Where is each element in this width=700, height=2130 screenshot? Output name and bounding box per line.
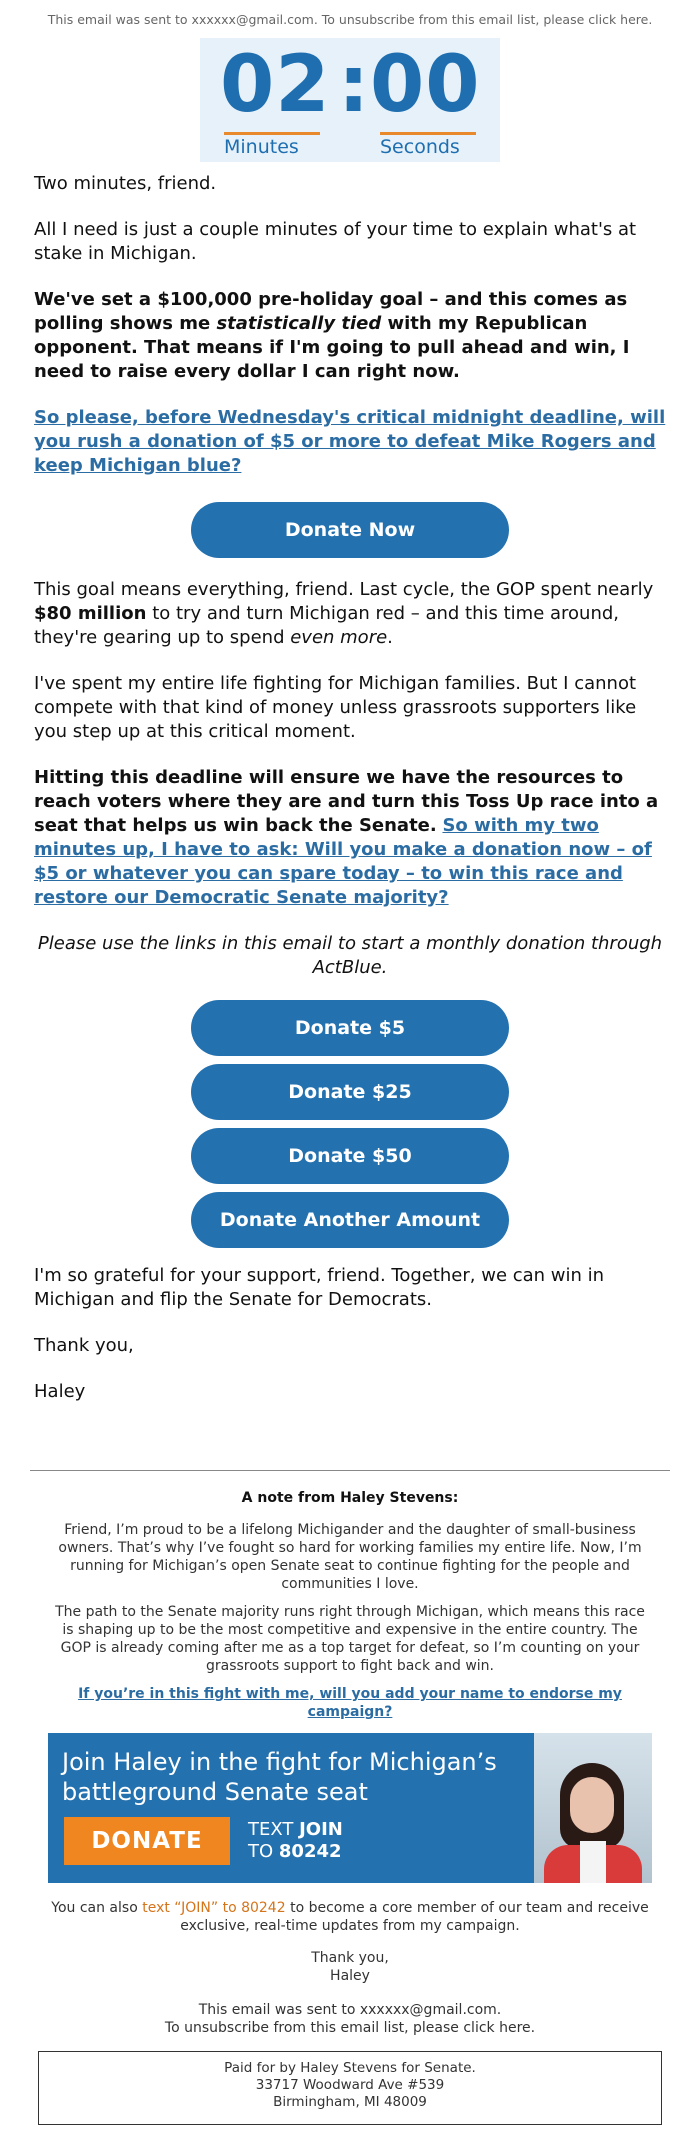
banner-join-keyword: JOIN	[299, 1819, 343, 1840]
timer-seconds: 00	[370, 40, 481, 130]
seconds-underline	[380, 132, 476, 135]
gop-text-c: to try and turn Michigan red – and this time around, they're gearing up to spend	[34, 603, 620, 648]
deadline-bold-text: Hitting this deadline will ensure we have the resources to reach voters where they are and turn this Toss Up race into a seat that helps us win back the Senate.	[34, 767, 659, 836]
minutes-underline	[224, 132, 320, 135]
intro-paragraph: All I need is just a couple minutes of your time to explain what's at stake in Michigan.	[34, 219, 637, 264]
donate-5-button[interactable]: Donate $5	[191, 1000, 509, 1056]
goal-text-b: with my Republican opponent. That means if I'm going to pull ahead and win, I need to raise every dollar I can right now.	[34, 313, 630, 382]
monthly-donation-note: Please use the links in this email to start a monthly donation through ActBlue.	[37, 933, 663, 978]
thank-you-text: Thank you,	[34, 1335, 134, 1356]
note-heading: A note from Haley Stevens:	[241, 1490, 459, 1506]
paid-address-line: 33717 Woodward Ave #539	[255, 2077, 445, 2093]
sms-text-b: to become a core member of our team and receive exclusive, real-time updates from my campaign.	[180, 1900, 649, 1934]
two-minutes-donation-link[interactable]: So with my two minutes up, I have to ask: Will you make a donation now – of $5 or whatever you can spare today – to win this race and restore our Democratic Senate majority?	[34, 815, 652, 908]
donate-another-amount-button[interactable]: Donate Another Amount	[191, 1192, 509, 1248]
note-paragraph-2: The path to the Senate majority runs right through Michigan, which means this race is shaping up to be the most competitive and expensive in the entire country. The GOP is already coming after me as a top target for defeat, so I’m counting on your grassroots support to fight back and win.	[55, 1604, 645, 1674]
grassroots-paragraph: I've spent my entire life fighting for Michigan families. But I cannot compete with that kind of money unless grassroots supporters like you step up at this critical moment.	[34, 673, 637, 742]
gop-text-a: This goal means everything, friend. Last cycle, the GOP spent nearly	[34, 579, 654, 600]
join-banner[interactable]	[48, 1733, 652, 1883]
banner-text-join	[248, 1819, 343, 1863]
banner-to-word: TO	[248, 1841, 279, 1862]
sms-text-a: You can also	[51, 1900, 143, 1916]
timer-colon: :	[338, 40, 371, 130]
footer-thank-you: Thank you,	[311, 1950, 389, 1966]
endorse-link[interactable]: If you’re in this fight with me, will you add your name to endorse my campaign?	[78, 1686, 622, 1720]
goal-text-emphasis: statistically tied	[216, 313, 382, 334]
banner-text-word: TEXT	[248, 1819, 300, 1840]
goal-text-a: We've set a $100,000 pre-holiday goal – and this comes as polling shows me	[34, 289, 628, 334]
paid-city-line: Birmingham, MI 48009	[273, 2094, 427, 2110]
signature: Haley	[34, 1381, 86, 1402]
email-body	[0, 172, 700, 1404]
donate-now-button[interactable]: Donate Now	[191, 502, 509, 558]
top-unsubscribe-notice[interactable]	[0, 0, 700, 30]
note-paragraph-1: Friend, I’m proud to be a lifelong Michigander and the daughter of small-business owners. That’s why I’ve fought so hard for working families my entire life. Now, I’m running for Michigan’s open Senate seat to continue fighting for the people and communities I love.	[58, 1522, 642, 1592]
paid-for-box	[38, 2051, 662, 2125]
footer-signature: Haley	[330, 1968, 370, 1984]
gop-spending-paragraph	[34, 578, 666, 650]
greeting-paragraph: Two minutes, friend.	[34, 173, 217, 194]
minutes-label: Minutes	[224, 136, 299, 158]
deadline-donation-link[interactable]: So please, before Wednesday's critical midnight deadline, will you rush a donation of $5 or more to defeat Mike Rogers and keep Michigan blue?	[34, 407, 666, 476]
candidate-note	[0, 1489, 700, 1721]
banner-donate-button[interactable]: DONATE	[64, 1817, 230, 1865]
grateful-paragraph: I'm so grateful for your support, friend. Together, we can win in Michigan and flip the Senate for Democrats.	[34, 1265, 605, 1310]
footer-unsubscribe-link[interactable]: To unsubscribe from this email list, please click here.	[164, 2020, 536, 2036]
deadline-paragraph	[34, 766, 666, 910]
gop-text-d: .	[387, 627, 393, 648]
sms-join-note	[0, 1899, 700, 1935]
seconds-label: Seconds	[380, 136, 460, 158]
gop-text-emphasis: even more	[290, 627, 388, 648]
donate-25-button[interactable]: Donate $25	[191, 1064, 509, 1120]
banner-shortcode: 80242	[278, 1841, 342, 1862]
countdown-timer	[200, 38, 500, 162]
footer-sent-to: This email was sent to xxxxxx@gmail.com.	[198, 2002, 502, 2018]
section-divider	[30, 1470, 670, 1471]
goal-paragraph	[34, 288, 666, 384]
top-unsubscribe-link[interactable]: This email was sent to xxxxxx@gmail.com. To unsubscribe from this email list, please click here.	[47, 12, 653, 27]
timer-minutes: 02	[220, 40, 331, 130]
candidate-portrait	[534, 1733, 652, 1883]
donate-50-button[interactable]: Donate $50	[191, 1128, 509, 1184]
sms-join-link[interactable]: text “JOIN” to 80242	[142, 1900, 286, 1916]
paid-for-line: Paid for by Haley Stevens for Senate.	[224, 2060, 476, 2076]
banner-title: Join Haley in the fight for Michigan’s battleground Senate seat	[62, 1748, 497, 1806]
gop-amount: $80 million	[34, 603, 147, 624]
